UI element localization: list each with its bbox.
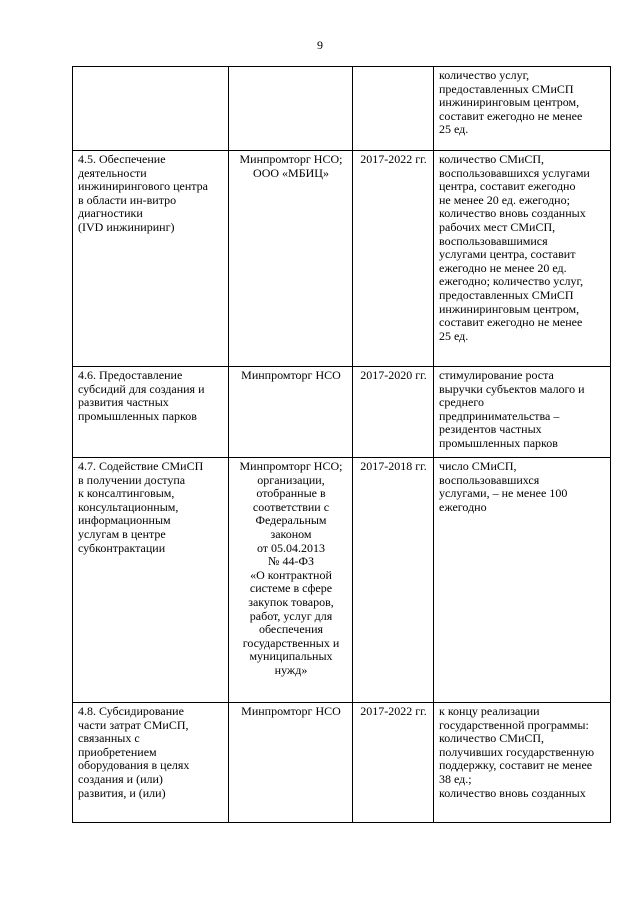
measure-cell: 4.8. Субсидирование части затрат СМиСП, связанных с приобретением оборудования в целях создания и (или) развития, и (или) xyxy=(73,703,229,823)
executor-cell: Минпромторг НСО xyxy=(229,367,353,458)
table-row xyxy=(73,458,611,703)
measure-cell: 4.7. Содействие СМиСП в получении доступа к консалтинговым, консультационным, информационным услугам в центре субконтрактации xyxy=(73,458,229,703)
indicator-cell: стимулирование роста выручки субъектов малого и среднего предпринимательства – резидентов частных промышленных парков xyxy=(434,367,611,458)
indicator-cell: число СМиСП, воспользовавшихся услугами, – не менее 100 ежегодно xyxy=(434,458,611,703)
executor-cell xyxy=(229,67,353,151)
indicator-cell: количество услуг, предоставленных СМиСП инжиниринговым центром, составит ежегодно не менее 25 ед. xyxy=(434,67,611,151)
executor-cell: Минпромторг НСО xyxy=(229,703,353,823)
program-measures-table xyxy=(72,66,611,823)
executor-cell: Минпромторг НСО; ООО «МБИЦ» xyxy=(229,151,353,367)
page-number: 9 xyxy=(317,38,323,52)
indicator-cell: к концу реализации государственной программы: количество СМиСП, получивших государственную поддержку, составит не менее 38 ед.; количество вновь созданных xyxy=(434,703,611,823)
measure-cell: 4.6. Предоставление субсидий для создания и развития частных промышленных парков xyxy=(73,367,229,458)
period-cell: 2017-2022 гг. xyxy=(353,151,434,367)
indicator-cell: количество СМиСП, воспользовавшихся услугами центра, составит ежегодно не менее 20 ед. ежегодно; количество вновь созданных рабочих мест СМиСП, воспользовавшимися услугами центра, составит ежегодно не менее 20 ед. ежегодно; количество услуг, предоставленных СМиСП инжиниринговым центром, составит ежегодно не менее 25 ед. xyxy=(434,151,611,367)
period-cell: 2017-2018 гг. xyxy=(353,458,434,703)
measure-cell xyxy=(73,67,229,151)
measure-cell: 4.5. Обеспечение деятельности инжинирингового центра в области ин-витро диагностики (IVD инжиниринг) xyxy=(73,151,229,367)
table-row xyxy=(73,151,611,367)
period-cell xyxy=(353,67,434,151)
table-row xyxy=(73,67,611,151)
period-cell: 2017-2020 гг. xyxy=(353,367,434,458)
executor-cell: Минпромторг НСО; организации, отобранные в соответствии с Федеральным законом от 05.04.2013 № 44-ФЗ «О контрактной системе в сфере закупок товаров, работ, услуг для обеспечения государственных и муниципальных нужд» xyxy=(229,458,353,703)
table-row xyxy=(73,367,611,458)
table-row xyxy=(73,703,611,823)
period-cell: 2017-2022 гг. xyxy=(353,703,434,823)
